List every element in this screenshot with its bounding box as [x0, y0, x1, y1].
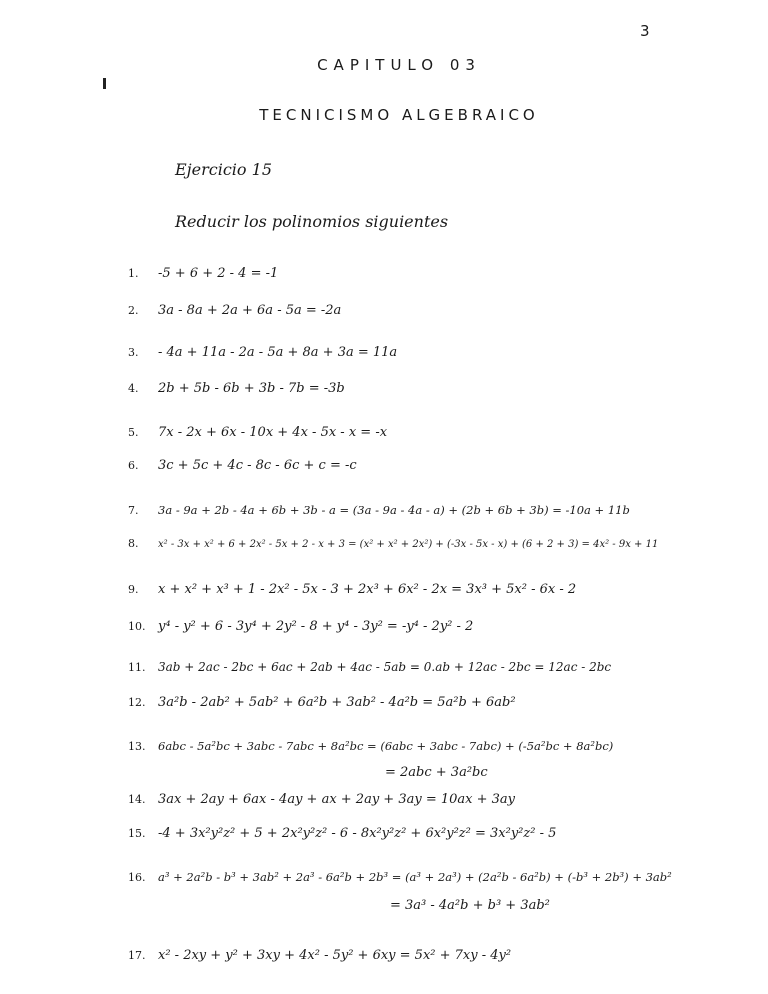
- problem-number: 14.: [128, 793, 146, 806]
- page-number: 3: [640, 22, 650, 40]
- problem-item: [128, 425, 387, 440]
- problem-number: 17.: [128, 949, 146, 962]
- problem-text: a³ + 2a²b - b³ + 3ab² + 2a³ - 6a²b + 2b³ = (a³ + 2a³) + (2a²b - 6a²b) + (-b³ + 2b³) + 3ab²: [158, 870, 672, 884]
- problem-number: 10.: [128, 620, 146, 633]
- problem-item: [128, 870, 672, 884]
- problem-number: 13.: [128, 740, 146, 753]
- problem-text: y⁴ - y² + 6 - 3y⁴ + 2y² - 8 + y⁴ - 3y² = -y⁴ - 2y² - 2: [158, 619, 474, 634]
- problem-item: [128, 826, 556, 841]
- problem-item: [128, 458, 357, 473]
- problem-item: [128, 695, 516, 710]
- problem-number: 16.: [128, 871, 146, 884]
- problem-text: x² - 2xy + y² + 3xy + 4x² - 5y² + 6xy = 5x² + 7xy - 4y²: [158, 948, 512, 963]
- problem-item: [128, 303, 341, 318]
- problem-number: 8.: [128, 537, 139, 550]
- problem-item: [128, 381, 345, 396]
- exercise-label: Ejercicio 15: [175, 160, 272, 179]
- problem-continuation: = 3a³ - 4a²b + b³ + 3ab²: [390, 898, 550, 913]
- problem-number: 9.: [128, 583, 139, 596]
- problem-item: [128, 537, 658, 550]
- problem-item: [128, 619, 473, 634]
- problem-item: [128, 582, 576, 597]
- problem-number: 6.: [128, 459, 139, 472]
- problem-text: 3a²b - 2ab² + 5ab² + 6a²b + 3ab² - 4a²b = 5a²b + 6ab²: [158, 695, 516, 710]
- problem-text: 3c + 5c + 4c - 8c - 6c + c = -c: [158, 458, 357, 473]
- problem-number: 15.: [128, 827, 146, 840]
- problem-item: [128, 660, 611, 674]
- problem-continuation: = 2abc + 3a²bc: [385, 765, 488, 780]
- problem-item: [128, 503, 630, 517]
- problem-number: 1.: [128, 267, 139, 280]
- chapter-title: CAPITULO 03: [317, 56, 481, 74]
- problem-text: x² - 3x + x² + 6 + 2x² - 5x + 2 - x + 3 = (x² + x² + 2x²) + (-3x - 5x - x) + (6 + 2 + 3) = 4x² - 9x + 11: [158, 539, 659, 550]
- problem-item: [128, 739, 613, 753]
- problem-item: [128, 345, 397, 360]
- problem-text: 6abc - 5a²bc + 3abc - 7abc + 8a²bc = (6abc + 3abc - 7abc) + (-5a²bc + 8a²bc): [158, 739, 614, 753]
- problem-number: 4.: [128, 382, 139, 395]
- problem-number: 2.: [128, 304, 139, 317]
- problem-number: 12.: [128, 696, 146, 709]
- problem-text: -4 + 3x²y²z² + 5 + 2x²y²z² - 6 - 8x²y²z² + 6x²y²z² = 3x²y²z² - 5: [158, 826, 557, 841]
- instruction: Reducir los polinomios siguientes: [175, 212, 449, 231]
- problem-text: 7x - 2x + 6x - 10x + 4x - 5x - x = -x: [158, 425, 388, 440]
- problem-text: 3a - 9a + 2b - 4a + 6b + 3b - a = (3a - 9a - 4a - a) + (2b + 6b + 3b) = -10a + 11b: [158, 503, 630, 517]
- problem-text: 2b + 5b - 6b + 3b - 7b = -3b: [158, 381, 345, 396]
- problem-number: 5.: [128, 426, 139, 439]
- problem-text: x + x² + x³ + 1 - 2x² - 5x - 3 + 2x³ + 6x² - 2x = 3x³ + 5x² - 6x - 2: [158, 582, 577, 597]
- problem-number: 3.: [128, 346, 139, 359]
- margin-mark: [103, 78, 106, 89]
- problem-text: 3ax + 2ay + 6ax - 4ay + ax + 2ay + 3ay = 10ax + 3ay: [158, 792, 515, 807]
- problem-item: [128, 948, 511, 963]
- problem-text: - 4a + 11a - 2a - 5a + 8a + 3a = 11a: [158, 345, 398, 360]
- problem-item: [128, 792, 515, 807]
- problem-number: 7.: [128, 504, 139, 517]
- subtitle: TECNICISMO ALGEBRAICO: [259, 106, 539, 124]
- problem-text: 3ab + 2ac - 2bc + 6ac + 2ab + 4ac - 5ab = 0.ab + 12ac - 2bc = 12ac - 2bc: [158, 660, 612, 674]
- problem-item: [128, 266, 278, 281]
- problem-text: 3a - 8a + 2a + 6a - 5a = -2a: [158, 303, 342, 318]
- problem-text: -5 + 6 + 2 - 4 = -1: [158, 266, 279, 281]
- problem-number: 11.: [128, 661, 146, 674]
